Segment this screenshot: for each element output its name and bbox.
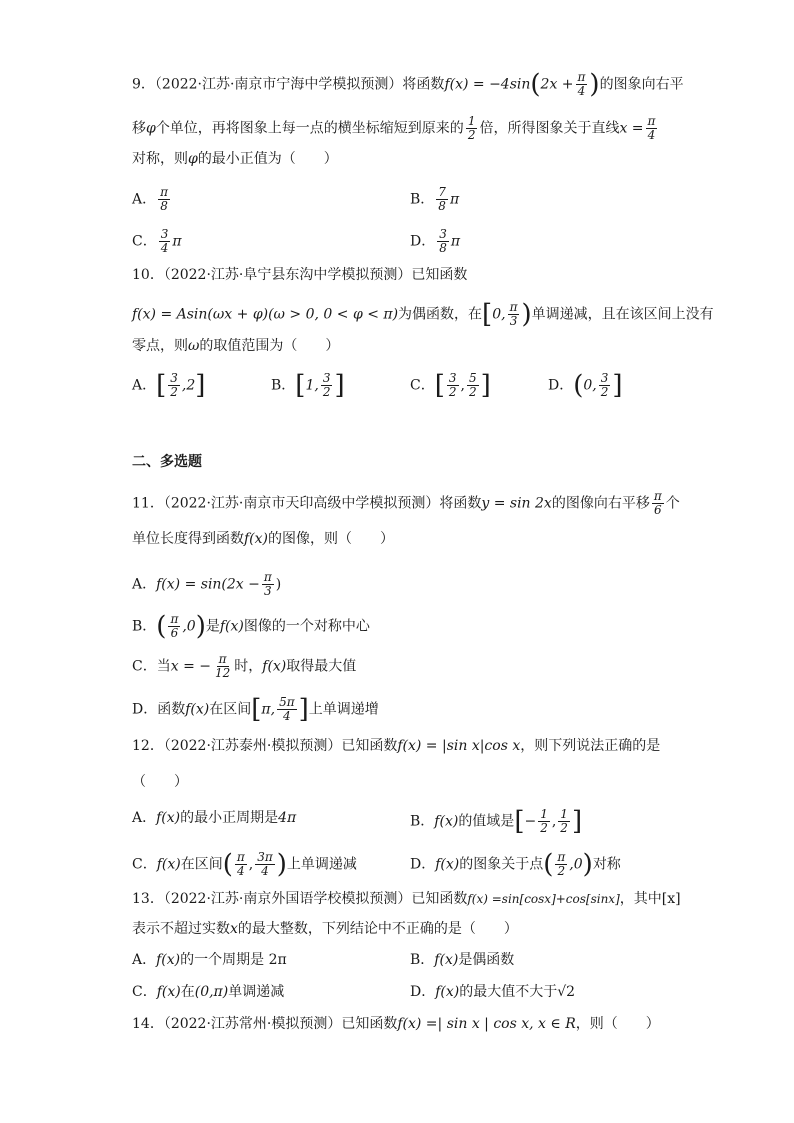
frac-num: π xyxy=(647,114,656,128)
q12-text-2: ，则下列说法正确的是 xyxy=(520,738,661,754)
q13-option-b[interactable] xyxy=(410,950,514,970)
q13-text-2: ，其中[x] xyxy=(619,891,681,907)
option-label: A． xyxy=(132,576,157,593)
interval-right: ,2 xyxy=(181,377,196,394)
frac-den: 6 xyxy=(653,503,662,517)
q9-text-7: 的最小正值为（ ） xyxy=(197,151,338,167)
option-label: D． xyxy=(548,377,574,394)
option-text: 在 xyxy=(180,984,195,1000)
frac-den: 4 xyxy=(160,241,169,255)
option-formula: x = − xyxy=(170,658,211,675)
option-text: 是偶函数 xyxy=(458,952,515,968)
option-text: 是 xyxy=(205,618,220,635)
q9-option-a[interactable] xyxy=(132,185,172,213)
frac-den: 2 xyxy=(448,385,457,399)
option-label: B． xyxy=(410,191,435,208)
option-text: 时， xyxy=(234,658,263,675)
pi-symbol: π xyxy=(450,233,461,250)
frac-num: π xyxy=(236,850,245,864)
option-text: 的图象关于点 xyxy=(459,856,544,873)
frac-num: 7 xyxy=(438,185,446,199)
fx-symbol: f(x) xyxy=(156,810,181,826)
frac-den: 8 xyxy=(160,199,168,213)
q11-line2 xyxy=(132,529,394,549)
option-label: A． xyxy=(132,810,157,826)
fx-symbol: f(x) xyxy=(262,658,287,675)
option-text: 的最大值不大于 xyxy=(459,984,558,1000)
option-label: A． xyxy=(132,191,157,208)
q9-text-2: 的图象向右平 xyxy=(599,76,684,93)
frac-num: 5π xyxy=(279,695,295,709)
fx-symbol: f(x) xyxy=(185,701,210,718)
frac-den: 2 xyxy=(468,385,477,399)
pi-symbol: π xyxy=(172,233,182,250)
q14-line1 xyxy=(132,1014,660,1034)
omega-symbol: ω xyxy=(188,338,200,354)
option-text: 的一个周期是 2π xyxy=(180,952,287,968)
q10-text-3: 单调递减，且在该区间上没有 xyxy=(531,306,714,323)
frac-num: 3 xyxy=(170,371,178,385)
q9-option-d[interactable] xyxy=(410,227,461,255)
interval-left: 0, xyxy=(492,306,506,323)
q12-option-b[interactable]: B．f(x)的值域是[− $\frac{1}{2}$ , $\frac{1}{2}$ ] xyxy=(410,806,583,837)
frac-num: π xyxy=(557,850,566,864)
q14-text-2: ，则（ ） xyxy=(575,1016,660,1032)
q10-line1 xyxy=(132,265,467,285)
q13-text-4: 的最大整数，下列结论中不正确的是（ ） xyxy=(237,921,518,937)
frac-den: 2 xyxy=(600,385,609,399)
q9-function: f(x) = −4sin xyxy=(444,76,531,93)
q10-line3 xyxy=(132,336,339,356)
q13-option-d[interactable] xyxy=(410,982,575,1002)
q10-text-2: 为偶函数，在 xyxy=(398,306,483,323)
option-label: D． xyxy=(410,984,436,1000)
sqrt-value: √2 xyxy=(557,984,576,1000)
frac-den: 3 xyxy=(509,314,518,328)
option-label: D．函数 xyxy=(132,701,186,718)
option-label: C． xyxy=(132,856,157,873)
q11-option-a[interactable] xyxy=(132,570,282,598)
frac-num: 3 xyxy=(600,371,609,385)
fx-symbol: f(x) xyxy=(156,984,181,1000)
frac-den: 6 xyxy=(170,626,179,640)
minus-sign: − xyxy=(524,813,537,830)
q10-option-a[interactable]: A．[ $\frac{3}{2}$ ,2] xyxy=(132,370,206,401)
option-label: C．当 xyxy=(132,658,171,675)
frac-den: 8 xyxy=(439,241,447,255)
fx-symbol: f(x) xyxy=(156,856,181,873)
q12-text: 12．（2022·江苏泰州·模拟预测）已知函数 xyxy=(132,738,398,754)
q11-text: 11．（2022·江苏·南京市天印高级中学模拟预测）将函数 xyxy=(132,495,482,512)
q13-line2 xyxy=(132,919,518,939)
frac-num: π xyxy=(653,489,662,503)
option-text-2: 图像的一个对称中心 xyxy=(243,618,370,635)
q9-line1: 9．（2022·江苏·南京市宁海中学模拟预测）将函数f(x) = −4sin(2x + $\frac{\pi}{4}$ )的图象向右平 xyxy=(132,69,684,100)
fx-symbol: f(x) xyxy=(434,952,459,968)
q13-text-3: 表示不超过实数 xyxy=(132,921,230,937)
frac-num: 3 xyxy=(448,371,457,385)
fx-symbol: f(x) xyxy=(156,952,181,968)
frac-den: 4 xyxy=(261,864,269,878)
q12-line1 xyxy=(132,736,660,756)
frac-num: 5 xyxy=(468,371,477,385)
option-label: A． xyxy=(132,952,157,968)
q10-line2: f(x) = Asin(ωx + φ)(ω > 0, 0 < φ < π)为偶函数，在[0, $\frac{\pi}{3}$ )单调递减，且在该区间上没有 xyxy=(132,299,714,330)
frac-den: 4 xyxy=(283,709,291,723)
q9-text-5: 倍，所得图象关于直线 xyxy=(479,120,620,137)
q13-option-c[interactable] xyxy=(132,982,284,1002)
option-formula: f(x) = sin(2x − xyxy=(156,576,260,593)
q9-text-3: 移 xyxy=(132,120,146,137)
frac-den: 2 xyxy=(322,385,331,399)
fx-symbol: f(x) xyxy=(219,618,244,635)
option-label: B． xyxy=(410,813,435,830)
q9-line2 xyxy=(132,114,659,142)
q10-text: 10．（2022·江苏·阜宁县东沟中学模拟预测）已知函数 xyxy=(132,267,468,283)
frac-den: 2 xyxy=(540,821,548,835)
frac-den: 12 xyxy=(214,666,231,680)
frac-num: π xyxy=(509,300,518,314)
frac-den: 3 xyxy=(264,584,272,598)
q11-text-5: 的图像，则（ ） xyxy=(268,531,395,547)
q9-option-b[interactable] xyxy=(410,185,460,213)
q10-option-c[interactable]: C．[ $\frac{3}{2}$ , $\frac{5}{2}$ ] xyxy=(410,370,491,401)
frac-num: π xyxy=(577,70,586,84)
q12-line2: （ ） xyxy=(132,774,188,790)
q13-line1 xyxy=(132,889,681,909)
q12-option-a[interactable] xyxy=(132,808,296,828)
frac-num: 1 xyxy=(467,114,476,128)
q11-option-b[interactable]: B．( $\frac{\pi}{6}$ ,0)是f(x)图像的一个对称中心 xyxy=(132,611,370,642)
option-text-2: 上单调递增 xyxy=(308,701,379,718)
option-label: B． xyxy=(271,377,296,394)
interval-left: 0, xyxy=(583,377,597,394)
option-text: 的值域是 xyxy=(458,813,515,830)
frac-den: 4 xyxy=(577,84,586,98)
q11-text-3: 个 xyxy=(665,495,680,512)
q12-option-d[interactable]: D．f(x)的图象关于点( $\frac{\pi}{2}$ ,0)对称 xyxy=(410,849,621,880)
phi-symbol: φ xyxy=(188,151,198,167)
frac-num: 3π xyxy=(257,850,273,864)
q11-function: y = sin 2x xyxy=(481,495,552,512)
section-title: 二、多选题 xyxy=(132,454,202,470)
option-label: D． xyxy=(410,856,436,873)
q9-arg: 2x + xyxy=(540,76,574,93)
q12-function: f(x) = |sin x|cos x xyxy=(397,738,521,754)
pi-symbol: π xyxy=(449,191,460,208)
frac-num: 1 xyxy=(540,807,548,821)
q13-text: 13．（2022·江苏·南京外国语学校模拟预测）已知函数 xyxy=(132,891,468,907)
frac-den: 2 xyxy=(170,385,178,399)
frac-den: 2 xyxy=(467,128,476,142)
fx-symbol: f(x) xyxy=(434,813,459,830)
option-text-2: 上单调递减 xyxy=(286,856,357,873)
point-right: ,0 xyxy=(569,856,583,873)
q11-text-4: 单位长度得到函数 xyxy=(132,531,244,547)
option-label: A． xyxy=(132,377,157,394)
frac-den: 2 xyxy=(560,821,568,835)
q10-option-d[interactable]: D．(0, $\frac{3}{2}$ ] xyxy=(548,370,623,401)
phi-symbol: φ xyxy=(146,120,156,137)
option-text: 在区间 xyxy=(209,701,252,718)
option-label: D． xyxy=(410,233,436,250)
q9-text-4: 个单位，再将图象上每一点的横坐标缩短到原来的 xyxy=(155,120,464,137)
option-label: C． xyxy=(132,984,157,1000)
frac-den: 2 xyxy=(557,864,566,878)
x-symbol: x xyxy=(230,921,238,937)
q11-text-2: 的图像向右平移 xyxy=(551,495,650,512)
fx-symbol: f(x) xyxy=(435,856,460,873)
point-right: ,0 xyxy=(182,618,196,635)
option-interval: (0,π) xyxy=(194,984,229,1000)
q9-option-c[interactable] xyxy=(132,227,182,255)
frac-num: 3 xyxy=(439,227,447,241)
q11-line1 xyxy=(132,489,680,517)
option-text-2: 单调递减 xyxy=(228,984,285,1000)
q11-option-c[interactable] xyxy=(132,652,357,680)
interval-left: π, xyxy=(261,701,276,718)
fx-symbol: f(x) xyxy=(435,984,460,1000)
q10-text-4: 零点，则 xyxy=(132,338,188,354)
option-value: 4π xyxy=(278,810,297,826)
frac-num: 3 xyxy=(160,227,169,241)
fx-symbol: f(x) xyxy=(244,531,269,547)
q9-text-6: 对称，则 xyxy=(132,151,188,167)
frac-den: 8 xyxy=(438,199,446,213)
frac-num: 3 xyxy=(322,371,331,385)
paren-close: ) xyxy=(275,576,282,593)
q10-option-b[interactable]: B．[1, $\frac{3}{2}$ ] xyxy=(271,370,345,401)
frac-den: 4 xyxy=(647,128,656,142)
q9-line3 xyxy=(132,149,338,169)
q13-option-a[interactable] xyxy=(132,950,287,970)
frac-num: 1 xyxy=(560,807,568,821)
q10-text-5: 的取值范围为（ ） xyxy=(199,338,340,354)
frac-num: π xyxy=(263,570,272,584)
option-text-2: 取得最大值 xyxy=(286,658,357,675)
option-label: B． xyxy=(132,618,157,635)
option-label: C． xyxy=(132,233,157,250)
option-label: B． xyxy=(410,952,435,968)
option-text: 在区间 xyxy=(180,856,223,873)
frac-num: π xyxy=(160,185,169,199)
q14-function: f(x) =| sin x | cos x, x ∈ R xyxy=(397,1016,576,1032)
q9-text: 9．（2022·江苏·南京市宁海中学模拟预测）将函数 xyxy=(132,76,445,93)
q11-option-d[interactable]: D．函数f(x)在区间[π, $\frac{5\pi}{4}$ ]上单调递增 xyxy=(132,694,379,725)
q14-text: 14．（2022·江苏常州·模拟预测）已知函数 xyxy=(132,1016,398,1032)
q13-function: f(x) =sin[cosx]+cos[sinx] xyxy=(467,892,620,906)
frac-num: π xyxy=(218,652,227,666)
frac-den: 4 xyxy=(237,864,245,878)
q9-x-equals: x = xyxy=(619,120,644,137)
interval-left: 1, xyxy=(305,377,319,394)
q10-function: f(x) = Asin(ωx + φ)(ω > 0, 0 < φ < π) xyxy=(132,306,399,323)
option-text-2: 对称 xyxy=(592,856,621,873)
option-label: C． xyxy=(410,377,435,394)
option-text: 的最小正周期是 xyxy=(180,810,279,826)
q12-option-c[interactable]: C．f(x)在区间( $\frac{\pi}{4}$ , $\frac{3\pi}{4}$ )上单调递减 xyxy=(132,849,357,880)
frac-num: π xyxy=(170,612,179,626)
